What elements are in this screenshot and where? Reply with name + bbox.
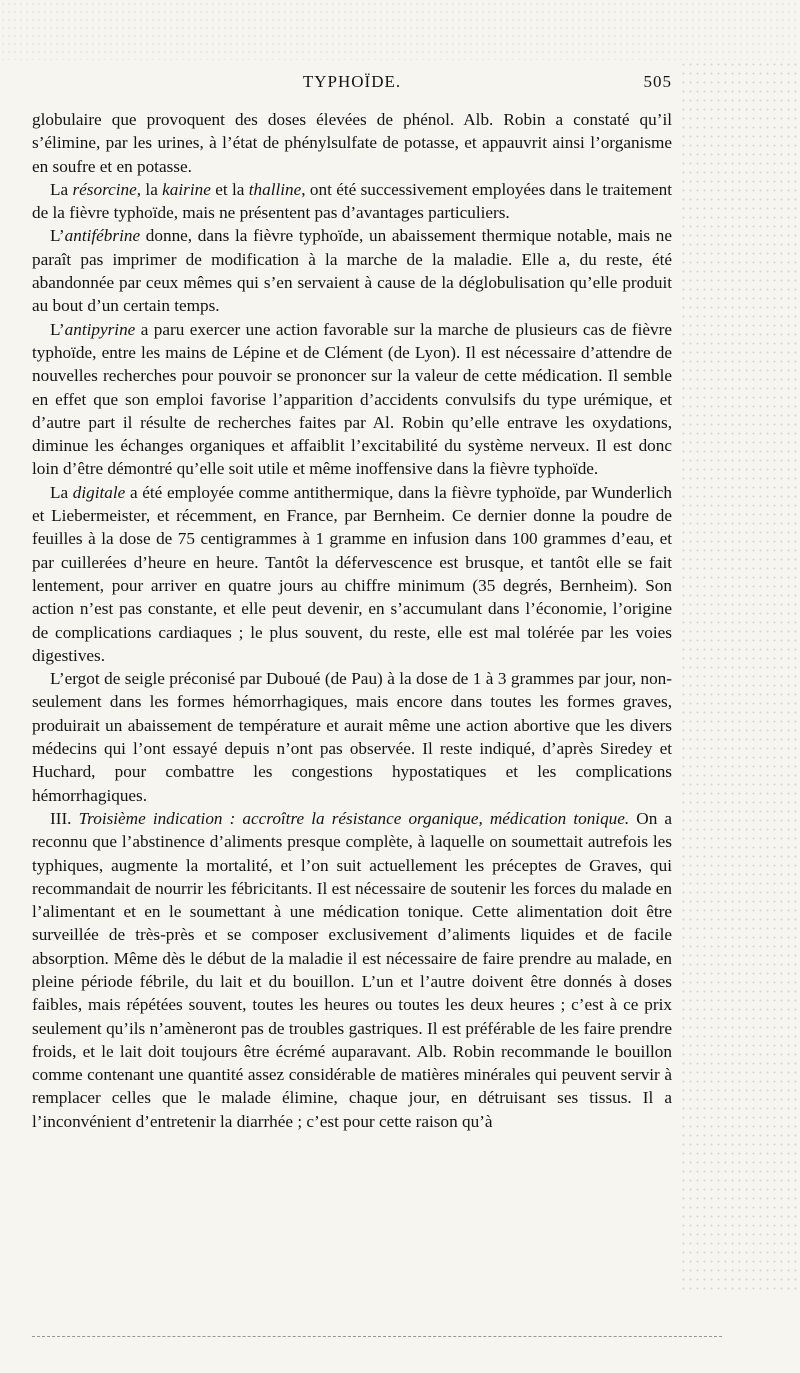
- paragraph: [32, 224, 672, 317]
- paragraph: [32, 667, 672, 807]
- paragraph: [32, 807, 672, 1133]
- italic-text: antifébrine: [64, 226, 141, 246]
- paragraph: [32, 481, 672, 667]
- text-run: , la: [136, 179, 163, 199]
- text-run: globulaire que provoquent des doses élevées de phénol. Alb. Robin a constaté qu’il s’élimine, par les urines, à l’état de phénylsulfate de potasse, et appauvrit ainsi l’organisme en soufre et en potasse.: [32, 110, 672, 176]
- text-run: et la: [210, 179, 249, 199]
- text-run: L’: [50, 319, 65, 339]
- italic-text: kairine: [162, 179, 211, 199]
- italic-text: Troisième indication : accroître la résistance organique, médication tonique.: [78, 808, 630, 828]
- italic-text: thalline: [248, 179, 302, 199]
- text-run: On a reconnu que l’abstinence d’aliments presque complète, à laquelle on soumettait autrefois les typhiques, augmente la mortalité, et l’on suit actuellement les préceptes de Graves, qui recommandait de nourrir les fébricitants. Il est nécessaire de soutenir les forces du malade en l’alimentant et en le soumettant à une médication tonique. Cette alimentation doit être surveillée de très-près et se composer exclusivement d’aliments liquides et de facile absorption. Même dès le début de la maladie il est nécessaire de faire prendre au malade, en pleine période fébrile, du lait et du bouillon. L’un et l’autre doivent être donnés à doses faibles, mais répétées souvent, toutes les heures ou toutes les deux heures ; c’est à ce prix seulement qu’ils n’amèneront pas de troubles gastriques. Il est préférable de les faire prendre froids, et le lait doit toujours être écrémé auparavant. Alb. Robin recommande le bouillon comme contenant une quantité assez considérable de matières minérales qui peuvent servir à remplacer celles que le malade élimine, chaque jour, en détruisant ses tissus. Il a l’inconvénient d’entretenir la diarrhée ; c’est pour cette raison qu’à: [32, 808, 673, 1131]
- page-header: [32, 72, 672, 98]
- paragraph: [32, 318, 672, 481]
- paragraph: [32, 178, 672, 225]
- paragraph: [32, 108, 672, 178]
- text-run: a paru exercer une action favorable sur la marche de plusieurs cas de fièvre typhoïde, entre les mains de Lépine et de Clément (de Lyon). Il est nécessaire d’attendre de nouvelles recherches pour pouvoir se prononcer sur la valeur de cette médication. Il semble en effet que son emploi favorise l’apparition d’accidents convulsifs du type urémique, et d’autre part il résulte de recherches faites par Al. Robin qu’elle entrave les oxydations, diminue les échanges organiques et affaiblit l’excitabilité du système nerveux. Il est donc loin d’être démontré qu’elle soit utile et même inoffensive dans la fièvre typhoïde.: [32, 319, 672, 479]
- text-run: L’: [50, 226, 65, 246]
- text-run: III.: [50, 808, 79, 828]
- text-run: , ont été successivement employées dans le traitement de la fièvre typhoïde, mais ne présentent pas d’avantages particuliers.: [32, 179, 672, 223]
- text-run: donne, dans la fièvre typhoïde, un abaissement thermique notable, mais ne paraît pas imprimer de modification à la marche de la maladie. Elle a, du reste, été abandonnée par ceux mêmes qui s’en servaient à cause de la déglobulisation qu’elle produit au bout d’un certain temps.: [32, 226, 672, 316]
- text-run: La: [50, 179, 73, 199]
- body-text: [32, 108, 672, 1133]
- text-run: L’ergot de seigle préconisé par Duboué (de Pau) à la dose de 1 à 3 grammes par jour, non-seulement dans les formes hémorrhagiques, mais encore dans toutes les formes graves, produirait un abaissement de température et aurait même une action abortive que les divers médecins qui l’ont essayé depuis n’ont pas observée. Il reste indiqué, d’après Siredey et Huchard, pour combattre les congestions hypostatiques et les complications hémorrhagiques.: [32, 669, 672, 805]
- page-number: 505: [643, 72, 672, 91]
- scan-noise-top: [0, 0, 800, 60]
- text-run: a été employée comme antithermique, dans la fièvre typhoïde, par Wunderlich et Liebermeister, et récemment, en France, par Bernheim. Ce dernier donne la poudre de feuilles à la dose de 75 centigrammes à 1 gramme en infusion dans 100 grammes d’eau, et par cuillerées d’heure en heure. Tantôt la défervescence est brusque, et tantôt elle se fait lentement, pour arriver en quatre jours au chiffre minimum (35 degrés, Bernheim). Son action n’est pas constante, et elle peut devenir, en s’accumulant dans l’économie, l’origine de complications cardiaques ; le plus souvent, du reste, elle est mal tolérée par les voies digestives.: [32, 482, 672, 665]
- text-run: La: [50, 482, 73, 502]
- italic-text: antipyrine: [64, 319, 136, 339]
- running-title: TYPHOÏDE.: [302, 72, 402, 91]
- scan-noise-right-margin: [680, 60, 800, 1290]
- italic-text: digitale: [72, 482, 126, 502]
- italic-text: résorcine: [72, 179, 137, 199]
- footer-rule: [32, 1336, 722, 1337]
